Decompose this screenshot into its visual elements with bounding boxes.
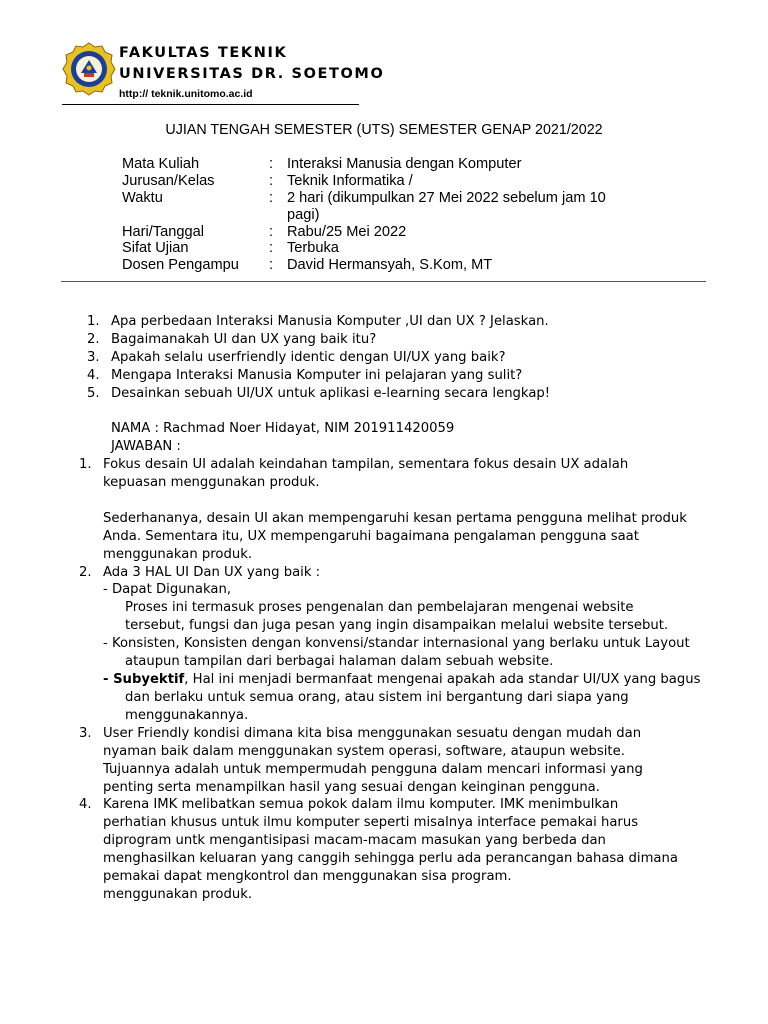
- info-value: 2 hari (dikumpulkan 27 Mei 2022 sebelum jam 10 pagi): [287, 190, 606, 223]
- info-label: Sifat Ujian: [122, 240, 189, 256]
- answer-line: Karena IMK melibatkan semua pokok dalam ilmu komputer. IMK menimbulkan: [103, 797, 619, 812]
- info-value: Rabu/25 Mei 2022: [287, 224, 407, 240]
- answer-bullet: - Konsisten, Konsisten dengan konvensi/standar internasional yang berlaku untuk Layout: [103, 636, 690, 651]
- answer-line: Ada 3 HAL UI Dan UX yang baik :: [103, 565, 321, 580]
- info-colon: :: [269, 156, 274, 172]
- answer-line: Tujuannya adalah untuk mempermudah pengguna dalam mencari informasi yang: [103, 762, 643, 777]
- answer-line: Proses ini termasuk proses pengenalan dan pembelajaran mengenai website: [125, 600, 634, 615]
- info-colon: :: [269, 257, 274, 273]
- info-label: Dosen Pengampu: [122, 257, 239, 273]
- faculty-name: FAKULTAS TEKNIK: [119, 45, 288, 61]
- answer-line: Sederhananya, desain UI akan mempengaruhi kesan pertama pengguna melihat produk: [103, 511, 687, 526]
- answer-line: Anda. Sementara itu, UX mempengaruhi bagaimana pengalaman pengguna saat: [103, 529, 639, 544]
- answer-line: ataupun tampilan dari berbagai halaman dalam sebuah website.: [125, 654, 554, 669]
- question-number: 5.: [87, 386, 100, 401]
- answer-line: Fokus desain UI adalah keindahan tampilan, sementara fokus desain UX adalah: [103, 457, 629, 472]
- answer-bullet: [103, 672, 700, 687]
- info-label: Hari/Tanggal: [122, 224, 204, 240]
- exam-title: UJIAN TENGAH SEMESTER (UTS) SEMESTER GENAP 2021/2022: [165, 122, 603, 138]
- faculty-url[interactable]: http:// teknik.unitomo.ac.id: [119, 88, 253, 100]
- info-value: Teknik Informatika /: [287, 173, 413, 189]
- university-logo-icon: [62, 42, 116, 96]
- info-value: Terbuka: [287, 240, 339, 256]
- answer-bullet: - Dapat Digunakan,: [103, 582, 232, 597]
- answer-line: diprogram untk mengantisipasi macam-macam masukan yang berbeda dan: [103, 833, 606, 848]
- answer-line: kepuasan menggunakan produk.: [103, 475, 320, 490]
- answer-line: menggunakan produk.: [103, 547, 253, 562]
- question-text: Desainkan sebuah UI/UX untuk aplikasi e-learning secara lengkap!: [111, 386, 551, 401]
- answer-number: 4.: [79, 797, 92, 812]
- answer-line: menggunakannya.: [125, 708, 249, 723]
- answer-number: 3.: [79, 726, 92, 741]
- answer-bullet-bold: - Subyektif: [103, 672, 185, 687]
- answers-label: JAWABAN :: [111, 439, 181, 454]
- info-label: Waktu: [122, 190, 163, 206]
- info-colon: :: [269, 190, 274, 206]
- question-number: 1.: [87, 314, 100, 329]
- info-label: Mata Kuliah: [122, 156, 200, 172]
- info-value: Interaksi Manusia dengan Komputer: [287, 156, 522, 172]
- answer-line: nyaman baik dalam menggunakan system operasi, software, ataupun website.: [103, 744, 625, 759]
- question-text: Apa perbedaan Interaksi Manusia Komputer ,UI dan UX ? Jelaskan.: [111, 314, 549, 329]
- answer-line: tersebut, fungsi dan juga pesan yang ingin disampaikan melalui website tersebut.: [125, 618, 669, 633]
- info-colon: :: [269, 173, 274, 189]
- answer-line: dan berlaku untuk semua orang, atau sistem ini bergantung dari siapa yang: [125, 690, 629, 705]
- question-number: 2.: [87, 332, 100, 347]
- question-number: 3.: [87, 350, 100, 365]
- info-divider: [61, 281, 706, 282]
- info-label: Jurusan/Kelas: [122, 173, 215, 189]
- question-text: Mengapa Interaksi Manusia Komputer ini pelajaran yang sulit?: [111, 368, 523, 383]
- info-colon: :: [269, 240, 274, 256]
- answer-line: pemakai dapat mengkontrol dan menggunakan sisa program.: [103, 869, 512, 884]
- info-value: David Hermansyah, S.Kom, MT: [287, 257, 493, 273]
- answer-number: 2.: [79, 565, 92, 580]
- question-text: Apakah selalu userfriendly identic dengan UI/UX yang baik?: [111, 350, 506, 365]
- answer-bullet-text: , Hal ini menjadi bermanfaat mengenai apakah ada standar UI/UX yang bagus: [184, 672, 701, 687]
- answer-line: penting serta menampilkan hasil yang sesuai dengan keinginan pengguna.: [103, 780, 600, 795]
- answer-line: menghasilkan keluaran yang canggih sehingga perlu ada perancangan bahasa dimana: [103, 851, 678, 866]
- answer-line: perhatian khusus untuk ilmu komputer seperti misalnya interface pemakai harus: [103, 815, 639, 830]
- answer-line: User Friendly kondisi dimana kita bisa menggunakan sesuatu dengan mudah dan: [103, 726, 642, 741]
- answer-number: 1.: [79, 457, 92, 472]
- info-colon: :: [269, 224, 274, 240]
- question-text: Bagaimanakah UI dan UX yang baik itu?: [111, 332, 377, 347]
- student-identity: NAMA : Rachmad Noer Hidayat, NIM 201911420059: [111, 421, 455, 436]
- question-number: 4.: [87, 368, 100, 383]
- university-name: UNIVERSITAS DR. SOETOMO: [119, 66, 385, 82]
- header-divider: [62, 104, 359, 105]
- answer-line: menggunakan produk.: [103, 887, 253, 902]
